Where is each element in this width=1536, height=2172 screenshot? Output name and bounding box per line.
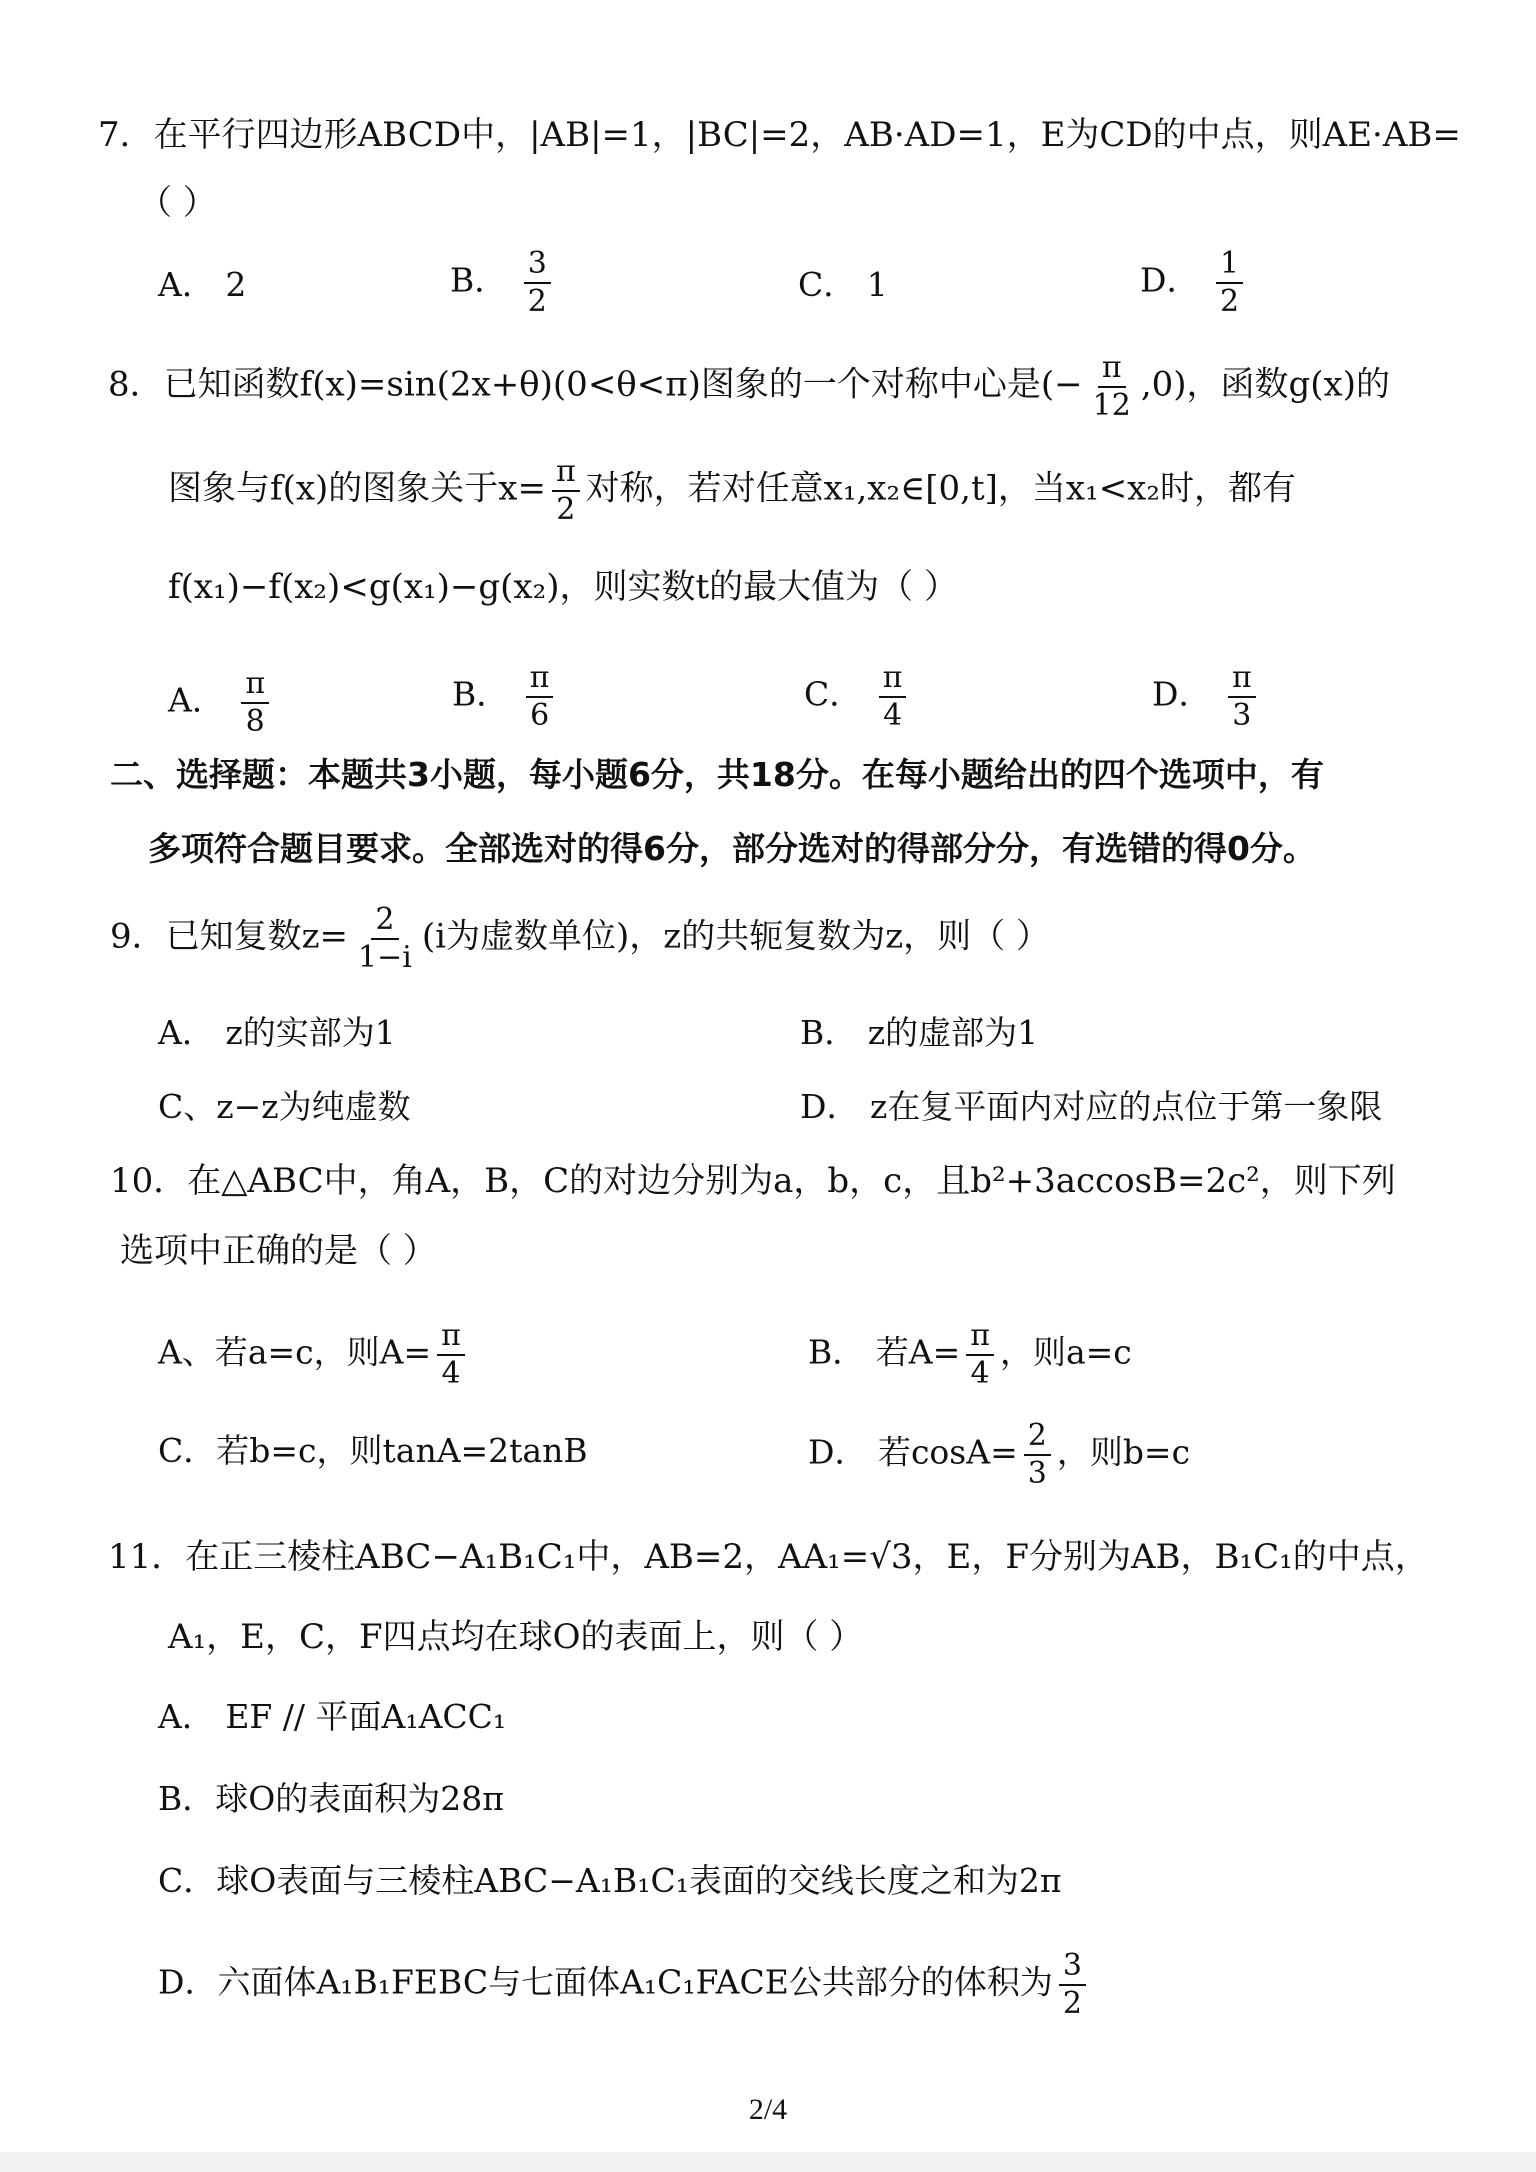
numerator: 2 bbox=[1024, 1420, 1051, 1456]
q9-option-b: B． z的虚部为1 bbox=[800, 1013, 1039, 1052]
numerator: 3 bbox=[1059, 1950, 1086, 1986]
q7-answer-paren: （ ） bbox=[138, 183, 217, 223]
denominator: 4 bbox=[970, 1355, 990, 1391]
q11-option-b: B．球O的表面积为28π bbox=[158, 1779, 504, 1818]
q8-line2 bbox=[168, 456, 1296, 525]
option-label: A． bbox=[158, 265, 215, 304]
fraction bbox=[879, 662, 907, 731]
q9-option-a: A． z的实部为1 bbox=[158, 1013, 396, 1052]
numerator: π bbox=[1228, 662, 1256, 698]
fraction bbox=[437, 1320, 465, 1389]
fraction bbox=[354, 904, 416, 973]
fraction bbox=[1216, 248, 1243, 317]
q8-option-c bbox=[804, 662, 912, 731]
option-label: B． bbox=[450, 260, 508, 300]
text: ，则b=c bbox=[1056, 1432, 1191, 1472]
text: ,0)，函数g(x)的 bbox=[1140, 364, 1391, 405]
q10-option-a bbox=[158, 1320, 471, 1389]
text: (i为虚数单位)，z的共轭复数为z，则（ ） bbox=[421, 916, 1050, 957]
denominator: 1−i bbox=[358, 939, 412, 975]
q10-line1: 10．在△ABC中，角A，B，C的对边分别为a，b，c，且b²+3accosB=2c²，则下列 bbox=[110, 1161, 1396, 1201]
text: D． 若cosA= bbox=[808, 1432, 1018, 1472]
section-2-heading: 二、选择题：本题共3小题，每小题6分，共18分。在每小题给出的四个选项中，有 bbox=[110, 755, 1324, 794]
q8-option-a bbox=[168, 668, 275, 737]
option-label: A． bbox=[168, 680, 225, 720]
q9-option-d: D． z在复平面内对应的点位于第一象限 bbox=[800, 1087, 1383, 1126]
q8-line3: f(x₁)−f(x₂)<g(x₁)−g(x₂)，则实数t的最大值为（ ） bbox=[168, 567, 958, 607]
page-number: 2/4 bbox=[748, 2093, 788, 2126]
q11-option-c: C．球O表面与三棱柱ABC−A₁B₁C₁表面的交线长度之和为2π bbox=[158, 1861, 1062, 1900]
q10-option-b bbox=[808, 1320, 1132, 1389]
q11-option-d bbox=[158, 1950, 1092, 2019]
q11-line1: 11．在正三棱柱ABC−A₁B₁C₁中，AB=2，AA₁=√3，E，F分别为AB，B₁C₁的中点， bbox=[108, 1537, 1429, 1577]
numerator: π bbox=[966, 1320, 994, 1356]
numerator: π bbox=[1098, 352, 1126, 388]
fraction bbox=[1228, 662, 1256, 731]
numerator: 2 bbox=[371, 904, 398, 940]
text: 图象与f(x)的图象关于x= bbox=[168, 468, 546, 509]
text: D．六面体A₁B₁FEBC与七面体A₁C₁FACE公共部分的体积为 bbox=[158, 1962, 1053, 2002]
option-label: D． bbox=[1152, 674, 1212, 714]
option-label: C． bbox=[798, 265, 857, 304]
numerator: 1 bbox=[1216, 248, 1243, 284]
denominator: 8 bbox=[245, 703, 265, 739]
option-label: D． bbox=[1140, 260, 1200, 300]
q11-option-a: A． EF // 平面A₁ACC₁ bbox=[158, 1697, 507, 1736]
numerator: π bbox=[879, 662, 907, 698]
fraction bbox=[1059, 1950, 1086, 2019]
text: 8．已知函数f(x)=sin(2x+θ)(0<θ<π)图象的一个对称中心是(− bbox=[108, 364, 1083, 405]
denominator: 2 bbox=[1062, 1985, 1082, 2021]
fraction bbox=[526, 662, 554, 731]
denominator: 4 bbox=[441, 1355, 461, 1391]
q8-option-b bbox=[452, 662, 559, 731]
scan-bottom-edge bbox=[0, 2152, 1536, 2172]
denominator: 4 bbox=[883, 697, 903, 733]
option-label: B． bbox=[452, 674, 510, 714]
denominator: 12 bbox=[1092, 387, 1131, 423]
denominator: 6 bbox=[530, 697, 550, 733]
q8-line1 bbox=[108, 352, 1390, 421]
q9-option-c: C、z−z为纯虚数 bbox=[158, 1087, 411, 1126]
q7-stem: 7．在平行四边形ABCD中，|AB|=1，|BC|=2，AB·AD=1，E为CD的中点，则AE·AB= bbox=[98, 115, 1461, 155]
fraction bbox=[1089, 352, 1135, 421]
denominator: 2 bbox=[527, 283, 547, 319]
q10-option-c: C．若b=c，则tanA=2tanB bbox=[158, 1431, 588, 1470]
option-value: 1 bbox=[866, 265, 888, 304]
q9-stem bbox=[110, 904, 1050, 973]
numerator: π bbox=[526, 662, 554, 698]
q7-option-c bbox=[798, 265, 888, 304]
numerator: π bbox=[437, 1320, 465, 1356]
fraction bbox=[524, 248, 551, 317]
q8-option-d bbox=[1152, 662, 1262, 731]
text: ，则a=c bbox=[999, 1332, 1132, 1372]
text: 9．已知复数z= bbox=[110, 916, 349, 957]
fraction bbox=[552, 456, 580, 525]
q10-line2: 选项中正确的是（ ） bbox=[120, 1231, 437, 1271]
q7-option-d bbox=[1140, 248, 1249, 317]
denominator: 3 bbox=[1232, 697, 1252, 733]
text: A、若a=c，则A= bbox=[158, 1332, 432, 1372]
q7-option-a bbox=[158, 265, 247, 304]
numerator: 3 bbox=[524, 248, 551, 284]
denominator: 2 bbox=[1219, 283, 1240, 319]
fraction bbox=[241, 668, 269, 737]
text: 对称，若对任意x₁,x₂∈[0,t]，当x₁<x₂时，都有 bbox=[585, 468, 1296, 509]
option-value: 2 bbox=[225, 265, 247, 304]
numerator: π bbox=[241, 668, 269, 704]
denominator: 2 bbox=[556, 491, 576, 527]
q10-option-d bbox=[808, 1420, 1190, 1489]
denominator: 3 bbox=[1027, 1455, 1047, 1491]
section-2-instructions: 多项符合题目要求。全部选对的得6分，部分选对的得部分分，有选错的得0分。 bbox=[148, 829, 1316, 868]
numerator: π bbox=[552, 456, 580, 492]
fraction bbox=[1024, 1420, 1051, 1489]
q11-line2: A₁，E，C，F四点均在球O的表面上，则（ ） bbox=[168, 1617, 864, 1657]
text: B． 若A= bbox=[808, 1332, 961, 1372]
fraction bbox=[966, 1320, 994, 1389]
option-label: C． bbox=[804, 674, 863, 714]
q7-option-b bbox=[450, 248, 557, 317]
